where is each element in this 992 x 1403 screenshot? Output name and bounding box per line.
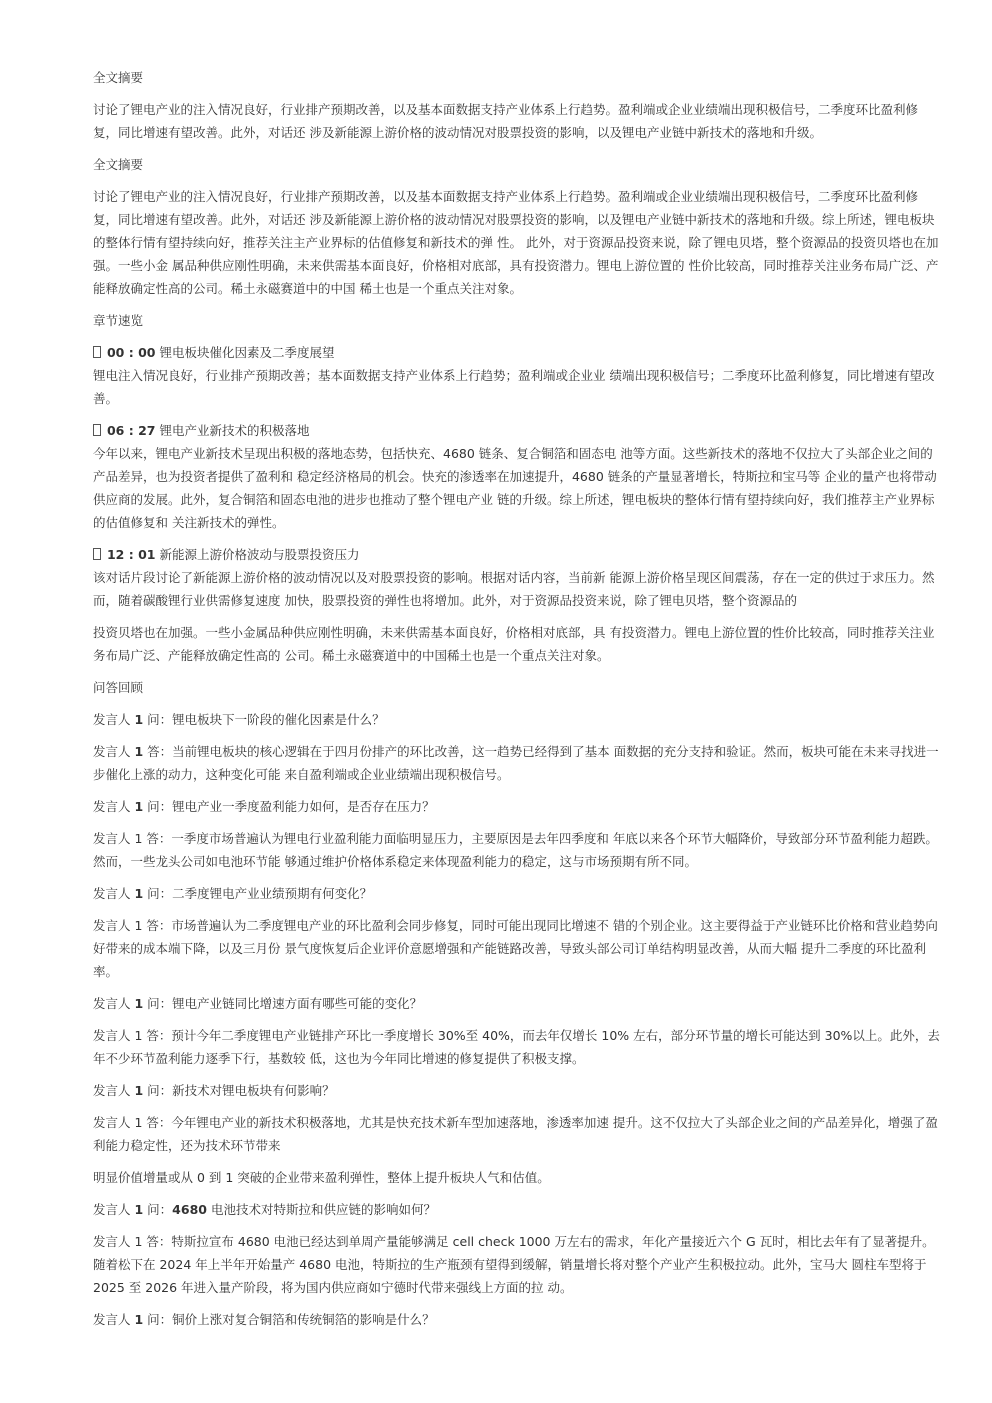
chapter-time: 12 : 01 [106,547,156,562]
chapters-title: 章节速览 [93,313,144,328]
qa-item: 发言人 1 问：锂电板块下一阶段的催化因素是什么？ [93,712,385,727]
summary2-text: 讨论了锂电产业的注入情况良好，行业排产预期改善，以及基本面数据支持产业体系上行趋势。盈利端或企业业绩端出现积极信号，二季度环比盈利修复，同比增速有望改善。此外，对话还 涉及新能源上游价格的波动情况对股票投资的影响，以及锂电产业链中新技术的落地和升级。综上所述，锂电板块的整体行情有望持续向好，推荐关注主产业界标的估值修复和新技术的弹 性。 此外，对于资源品投资来说，除了锂电贝塔，整个资源品的投资贝塔也在加强。一些小金 属品种供应刚性明确，未来供需基本面良好，价格相对底部，具有投资潜力。锂电上游位置的 性价比较高，同时推荐关注业务布局广泛、产能释放确定性高的公司。稀土永磁赛道中的中国 稀土也是一个重点关注对象。 [93,189,939,296]
qa-title: 问答回顾 [93,680,144,695]
summary1-title: 全文摘要 [93,70,144,85]
qa-item: 发言人 1 问：4680 电池技术对特斯拉和供应链的影响如何？ [93,1202,436,1217]
chapter-item [93,543,940,612]
chapter-body: 锂电注入情况良好，行业排产预期改善；基本面数据支持产业体系上行趋势；盈利端或企业业 绩端出现积极信号；二季度环比盈利修复，同比增速有望改善。 [93,368,935,406]
qa-item: 发言人 1 答：一季度市场普遍认为锂电行业盈利能力面临明显压力，主要原因是去年四季度和 年底以来各个环节大幅降价，导致部分环节盈利能力超跌。然而，一些龙头公司如电池环节能 够通过维护价格体系稳定来体现盈利能力的稳定，这与市场预期有所不同。 [93,831,938,869]
qa-item: 发言人 1 问：新技术对锂电板块有何影响？ [93,1083,335,1098]
chapter-body: 今年以来，锂电产业新技术呈现出积极的落地态势，包括快充、4680 链条、复合铜箔和固态电 池等方面。这些新技术的落地不仅拉大了头部企业之间的产品差异，也为投资者提供了盈利和 稳定经济格局的机会。快充的渗透率在加速提升，4680 链条的产量显著增长，特斯拉和宝马等 企业的量产也将带动供应商的发展。此外，复合铜箔和固态电池的进步也推动了整个锂电产业 链的升级。综上所述，锂电板块的整体行情有望持续向好，我们推荐主产业界标的估值修复和 关注新技术的弹性。 [93,446,937,530]
missing-glyph-icon [93,346,101,358]
qa-item: 发言人 1 答：预计今年二季度锂电产业链排产环比一季度增长 30%至 40%，而去年仅增长 10% 左右，部分环节量的增长可能达到 30%以上。此外，去年不少环节盈利能力逐季下行，基数较 低，这也为今年同比增速的修复提供了积极支撑。 [93,1028,940,1066]
qa-item: 发言人 1 问：锂电产业链同比增速方面有哪些可能的变化？ [93,996,423,1011]
chapter-time: 00 : 00 [106,345,156,360]
summary1-text: 讨论了锂电产业的注入情况良好，行业排产预期改善，以及基本面数据支持产业体系上行趋势。盈利端或企业业绩端出现积极信号，二季度环比盈利修复，同比增速有望改善。此外，对话还 涉及新能源上游价格的波动情况对股票投资的影响，以及锂电产业链中新技术的落地和升级。 [93,102,919,140]
chapter-continuation: 投资贝塔也在加强。一些小金属品种供应刚性明确，未来供需基本面良好，价格相对底部，具 有投资潜力。锂电上游位置的性价比较高，同时推荐关注业务布局广泛、产能释放确定性高的 公司。稀土永磁赛道中的中国稀土也是一个重点关注对象。 [93,625,935,663]
chapter-title: 新能源上游价格波动与股票投资压力 [159,547,360,562]
chapter-title: 锂电板块催化因素及二季度展望 [159,345,335,360]
missing-glyph-icon [93,424,101,436]
chapter-time: 06 : 27 [106,423,156,438]
qa-continuation: 明显价值增量或从 0 到 1 突破的企业带来盈利弹性，整体上提升板块人气和估值。 [93,1170,550,1185]
chapter-item [93,341,940,410]
chapter-item [93,419,940,534]
qa-item: 发言人 1 答：今年锂电产业的新技术积极落地，尤其是快充技术新车型加速落地，渗透率加速 提升。这不仅拉大了头部企业之间的产品差异化，增强了盈利能力稳定性，还为技术环节带来 [93,1115,938,1153]
qa-item: 发言人 1 答：特斯拉宣布 4680 电池已经达到单周产量能够满足 cell check 1000 万左右的需求，年化产量接近六个 G 瓦时，相比去年有了显著提升。随着松下在 2024 年上半年开始量产 4680 电池，特斯拉的生产瓶颈有望得到缓解，销量增长将对整个产业产生积极拉动。此外，宝马大 圆柱车型将于 2025 至 2026 年进入量产阶段，将为国内供应商如宁德时代带来强线上方面的拉 动。 [93,1234,935,1295]
qa-item: 发言人 1 问：锂电产业一季度盈利能力如何，是否存在压力？ [93,799,435,814]
qa-item: 发言人 1 答：市场普遍认为二季度锂电产业的环比盈利会同步修复，同时可能出现同比增速不 错的个别企业。这主要得益于产业链环比价格和营业趋势向好带来的成本端下降，以及三月份 景气度恢复后企业评价意愿增强和产能链路改善，导致头部公司订单结构明显改善，从而大幅 提升二季度的环比盈利率。 [93,918,938,979]
chapter-title: 锂电产业新技术的积极落地 [159,423,310,438]
chapter-body: 该对话片段讨论了新能源上游价格的波动情况以及对股票投资的影响。根据对话内容，当前新 能源上游价格呈现区间震荡，存在一定的供过于求压力。然而，随着碳酸锂行业供需修复速度 加快，股票投资的弹性也将增加。此外，对于资源品投资来说，除了锂电贝塔，整个资源品的 [93,570,935,608]
qa-item: 发言人 1 答：当前锂电板块的核心逻辑在于四月份排产的环比改善，这一趋势已经得到了基本 面数据的充分支持和验证。然而，板块可能在未来寻找进一步催化上涨的动力，这种变化可能 来自盈利端或企业业绩端出现积极信号。 [93,744,939,782]
summary2-title: 全文摘要 [93,157,144,172]
missing-glyph-icon [93,548,101,560]
qa-item: 发言人 1 问：二季度锂电产业业绩预期有何变化？ [93,886,373,901]
qa-item: 发言人 1 问：铜价上涨对复合铜箔和传统铜箔的影响是什么？ [93,1312,435,1327]
